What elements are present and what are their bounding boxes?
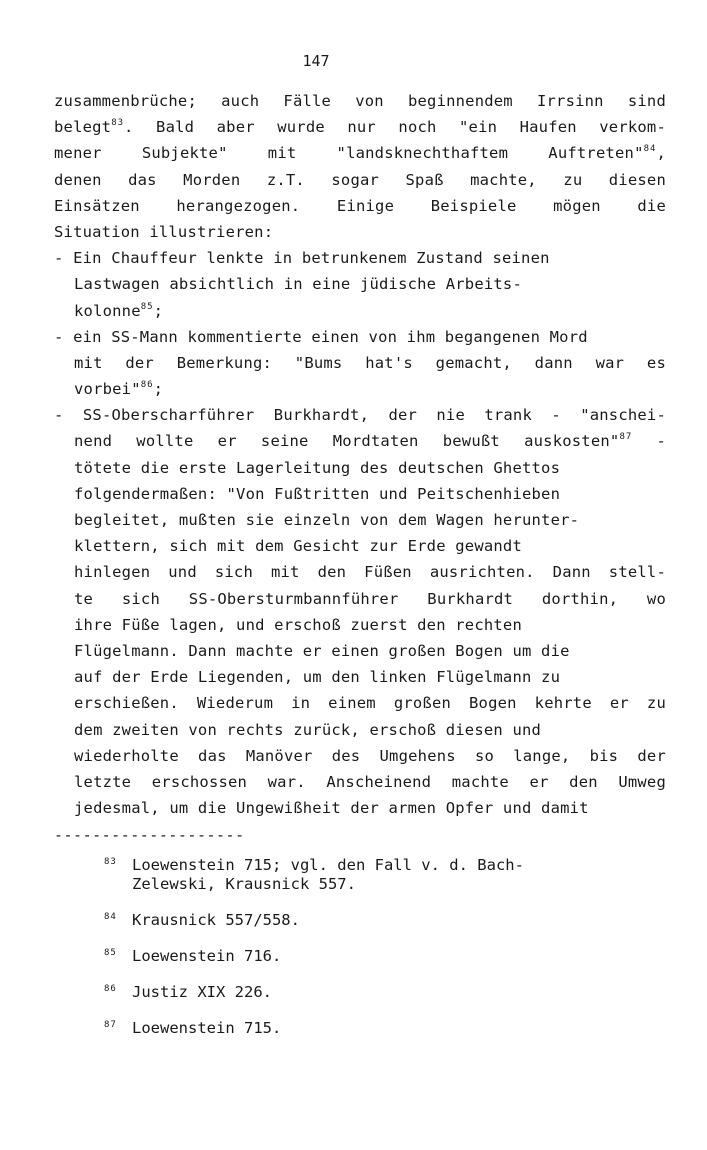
text-line: tötete die erste Lagerleitung des deutschen Ghettos [74,458,561,477]
text-line: denen das Morden z.T. sogar Spaß machte, zu diesen [54,170,666,189]
text-line: te sich SS-Obersturmbannführer Burkhardt dorthin, wo [74,589,666,608]
text-line: - ein SS-Mann kommentierte einen von ihm begangenen Mord [54,327,588,346]
text-line: letzte erschossen war. Anscheinend machte er den Umweg [74,772,666,791]
footnote-text: Zelewski, Krausnick 557. [132,875,356,893]
footnote-number: 85 [104,948,117,958]
page-number: 147 [302,52,330,70]
text-line: hinlegen und sich mit den Füßen ausrichten. Dann stell- [74,563,666,582]
text-line: begleitet, mußten sie einzeln von dem Wagen herunter- [74,511,580,529]
footnote-number: 83 [104,857,117,867]
footnote [104,947,664,966]
text-line: mener Subjekte" mit "landsknechthaftem Auftreten"$^{84}$, [54,144,666,163]
text-line: klettern, sich mit dem Gesicht zur Erde gewandt [74,537,522,556]
footnote-separator: -------------------- [54,826,245,844]
footnote [104,911,664,930]
footnote [104,1019,664,1038]
text-line: kolonne$^{85}$; [74,301,164,320]
text-line: Lastwagen absichtlich in eine jüdische Arbeits- [74,275,522,294]
footnote-reference: 86 [140,380,154,391]
text-line: - Ein Chauffeur lenkte in betrunkenem Zustand seinen [54,249,550,268]
text-line: Flügelmann. Dann machte er einen großen Bogen um die [74,641,570,660]
text-line: zusammenbrüche; auch Fälle von beginnendem Irrsinn sind [54,92,666,110]
footnote-text: Krausnick 557/558. [132,911,300,929]
footnote [104,856,664,894]
text-line: mit der Bemerkung: "Bums hat's gemacht, dann war es [74,353,666,372]
footnote-reference: 84 [643,144,657,155]
footnote-text: Justiz XIX 226. [132,983,272,1001]
text-line: vorbei"$^{86}$; [74,380,164,399]
body-text [54,88,666,821]
text-line: dem zweiten von rechts zurück, erschoß diesen und [74,720,542,739]
text-line: - SS-Oberscharführer Burkhardt, der nie trank - "anschei- [54,406,666,425]
text-line: nend wollte er seine Mordtaten bewußt auskosten"$^{87}$ - [74,432,666,451]
footnote-reference: 87 [619,432,633,443]
footnote-reference: 83 [111,118,125,129]
text-line: auf der Erde Liegenden, um den linken Flügelmann zu [74,668,561,687]
text-line: ihre Füße lagen, und erschoß zuerst den rechten [74,615,522,634]
text-line: Situation illustrieren: [54,222,274,241]
text-line: belegt$^{83}$. Bald aber wurde nur noch "ein Haufen verkom- [54,118,666,137]
footnote-text: Loewenstein 715. [132,1019,282,1037]
footnote [104,983,664,1002]
footnote-number: 87 [104,1020,117,1030]
text-line: wiederholte das Manöver des Umgehens so lange, bis der [74,746,666,765]
text-line: erschießen. Wiederum in einem großen Bogen kehrte er zu [74,694,666,713]
text-line: Einsätzen herangezogen. Einige Beispiele mögen die [54,196,666,215]
footnote-text: Loewenstein 715; vgl. den Fall v. d. Bach- [132,856,524,874]
footnote-number: 86 [104,984,117,994]
footnote-text: Loewenstein 716. [132,947,282,965]
text-line: folgendermaßen: "Von Fußtritten und Peitschenhieben [74,484,561,503]
text-line: jedesmal, um die Ungewißheit der armen Opfer und damit [74,799,589,818]
footnotes [104,856,664,1055]
footnote-reference: 85 [140,301,154,312]
footnote-number: 84 [104,912,117,922]
